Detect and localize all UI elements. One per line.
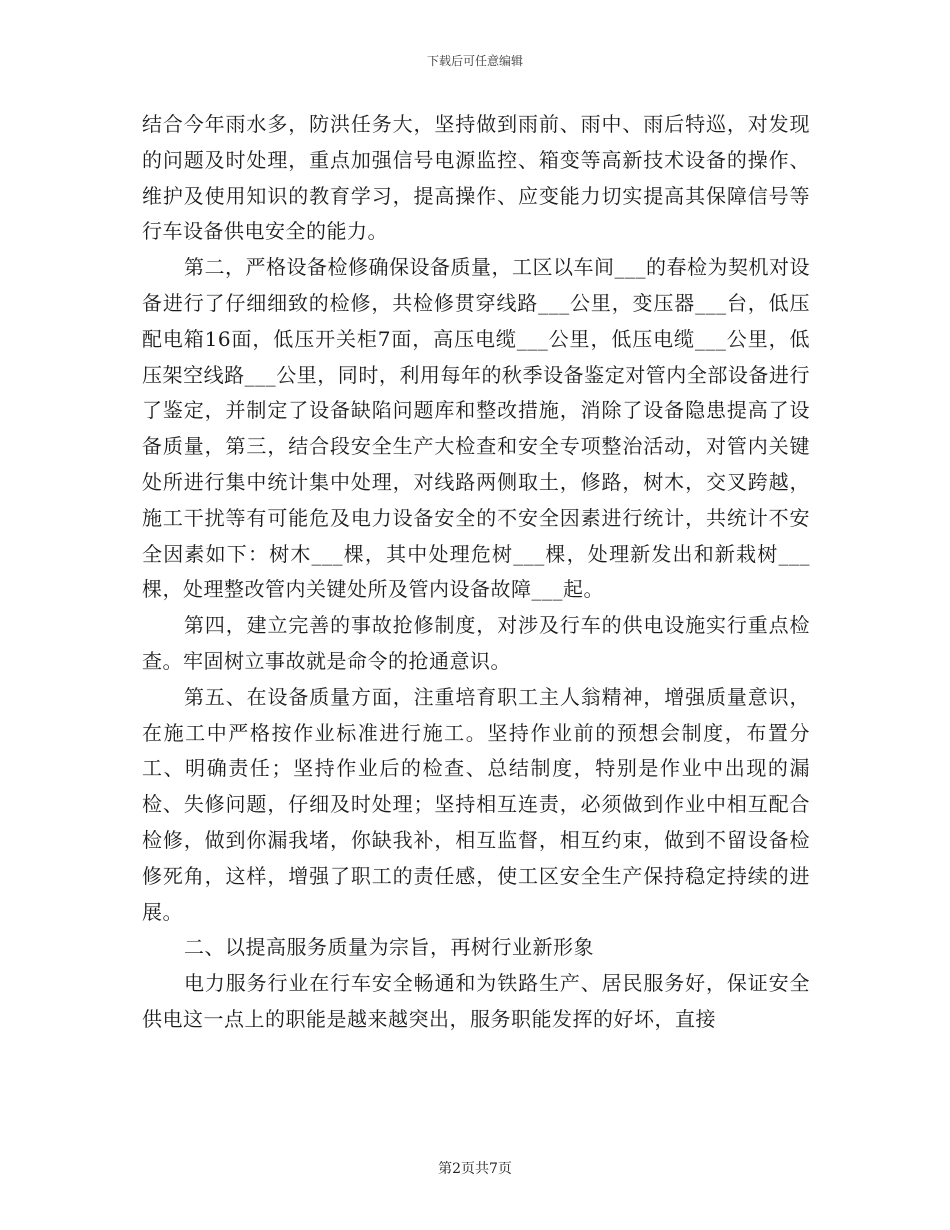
paragraph-service-role: 电力服务行业在行车安全畅通和为铁路生产、居民服务好，保证安全供电这一点上的职能是越来越突出，服务职能发挥的好坏，直接 xyxy=(142,971,810,1031)
section-heading-service: 二、以提高服务质量为宗旨，再树行业新形象 xyxy=(184,935,594,960)
paragraph-flood-control: 结合今年雨水多，防洪任务大，坚持做到雨前、雨中、雨后特巡，对发现的问题及时处理，重点加强信号电源监控、箱变等高新技术设备的操作、维护及使用知识的教育学习，提高操作、应变能力切实提高其保障信号等行车设备供电安全的能力。 xyxy=(142,112,810,244)
paragraph-fourth-repair: 第四，建立完善的事故抢修制度，对涉及行车的供电设施实行重点检查。牢固树立事故就是命令的抢通意识。 xyxy=(142,613,810,673)
paragraph-second-maintenance: 第二，严格设备检修确保设备质量，工区以车间___的春检为契机对设备进行了仔细细致的检修，共检修贯穿线路___公里，变压器___台，低压配电箱16面，低压开关柜7面，高压电缆___公里，低压电缆___公里，低压架空线路___公里，同时，利用每年的秋季设备鉴定对管内全部设备进行了鉴定，并制定了设备缺陷问题库和整改措施，消除了设备隐患提高了设备质量，第三，结合段安全生产大检查和安全专项整治活动，对管内关键处所进行集中统计集中处理，对线路两侧取土，修路，树木，交叉跨越，施工干扰等有可能危及电力设备安全的不安全因素进行统计，共统计不安全因素如下：树木___棵，其中处理危树___棵，处理新发出和新栽树___棵，处理整改管内关键处所及管内设备故障___起。 xyxy=(142,255,810,602)
document-body xyxy=(142,107,810,1038)
paragraph-fifth-quality: 第五、在设备质量方面，注重培育职工主人翁精神，增强质量意识，在施工中严格按作业标准进行施工。坚持作业前的预想会制度，布置分工、明确责任；坚持作业后的检查、总结制度，特别是作业中出现的漏检、失修问题，仔细及时处理；坚持相互连责，必须做到作业中相互配合检修，做到你漏我堵，你缺我补，相互监督，相互约束，做到不留设备检修死角，这样，增强了职工的责任感，使工区安全生产保持稳定持续的进展。 xyxy=(142,684,810,924)
page-header: 下载后可任意编辑 xyxy=(426,54,523,68)
page-footer: 第2页共7页 xyxy=(438,1161,512,1177)
